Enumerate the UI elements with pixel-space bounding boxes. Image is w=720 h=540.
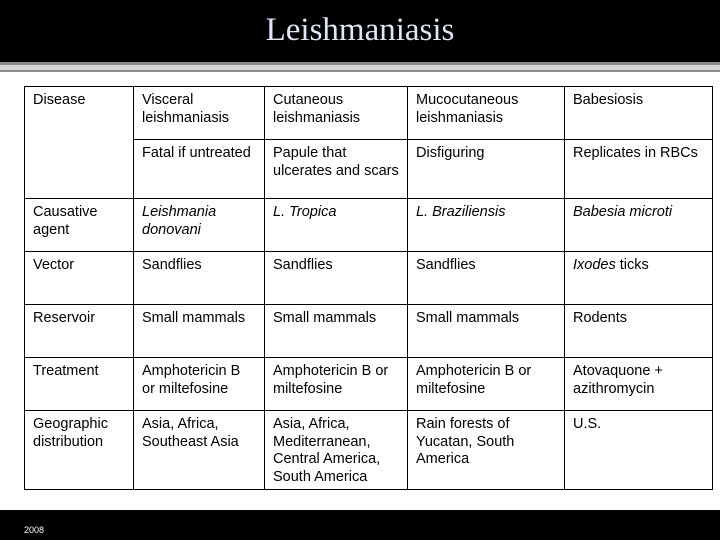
row-label-treatment: Treatment: [25, 358, 134, 411]
table-cell: Cutaneous leishmaniasis: [265, 87, 408, 140]
table-row: [25, 411, 713, 490]
table-cell: Small mammals: [265, 305, 408, 358]
table-cell: Babesia microti: [565, 199, 713, 252]
table-cell: Small mammals: [134, 305, 265, 358]
table-cell: Asia, Africa, Southeast Asia: [134, 411, 265, 490]
footer-year: 2008: [24, 525, 45, 535]
table-cell: Sandflies: [408, 252, 565, 305]
table-cell: Fatal if untreated: [134, 140, 265, 199]
table-cell: Leishmania donovani: [134, 199, 265, 252]
table-row: [25, 87, 713, 140]
table-cell: Small mammals: [408, 305, 565, 358]
table-row: [25, 305, 713, 358]
table-cell: Amphotericin B or miltefosine: [134, 358, 265, 411]
table-cell: L. Braziliensis: [408, 199, 565, 252]
row-label-vector: Vector: [25, 252, 134, 305]
table-cell: Mucocutaneous leishmaniasis: [408, 87, 565, 140]
row-label-geographic-distribution: Geographic distribution: [25, 411, 134, 490]
table-row: [25, 252, 713, 305]
table-cell: Atovaquone + azithromycin: [565, 358, 713, 411]
table-cell: Rodents: [565, 305, 713, 358]
table-cell: Replicates in RBCs: [565, 140, 713, 199]
table-cell: Visceral leishmaniasis: [134, 87, 265, 140]
row-label-reservoir: Reservoir: [25, 305, 134, 358]
table-cell: Asia, Africa, Mediterranean, Central America, South America: [265, 411, 408, 490]
table-row: [25, 358, 713, 411]
table-cell: Amphotericin B or miltefosine: [408, 358, 565, 411]
table-cell: L. Tropica: [265, 199, 408, 252]
table-cell: Babesiosis: [565, 87, 713, 140]
title-rule-dark-lower: [0, 70, 720, 72]
table-row: [25, 199, 713, 252]
table-cell: Disfiguring: [408, 140, 565, 199]
table-cell: [565, 252, 713, 305]
row-label-disease: Disease: [25, 87, 134, 199]
table-cell: Amphotericin B or miltefosine: [265, 358, 408, 411]
table-cell: Sandflies: [265, 252, 408, 305]
table-cell: Sandflies: [134, 252, 265, 305]
table-cell: Rain forests of Yucatan, South America: [408, 411, 565, 490]
slide-title: Leishmaniasis: [265, 12, 455, 48]
vector-genus-text: Ixodes: [573, 257, 616, 273]
disease-comparison-table: [24, 86, 713, 490]
vector-rest-text: ticks: [615, 257, 649, 273]
title-bar: [0, 0, 720, 62]
table-cell: U.S.: [565, 411, 713, 490]
table-cell: Papule that ulcerates and scars: [265, 140, 408, 199]
footer-bar: [0, 510, 720, 540]
row-label-causative-agent: Causative agent: [25, 199, 134, 252]
